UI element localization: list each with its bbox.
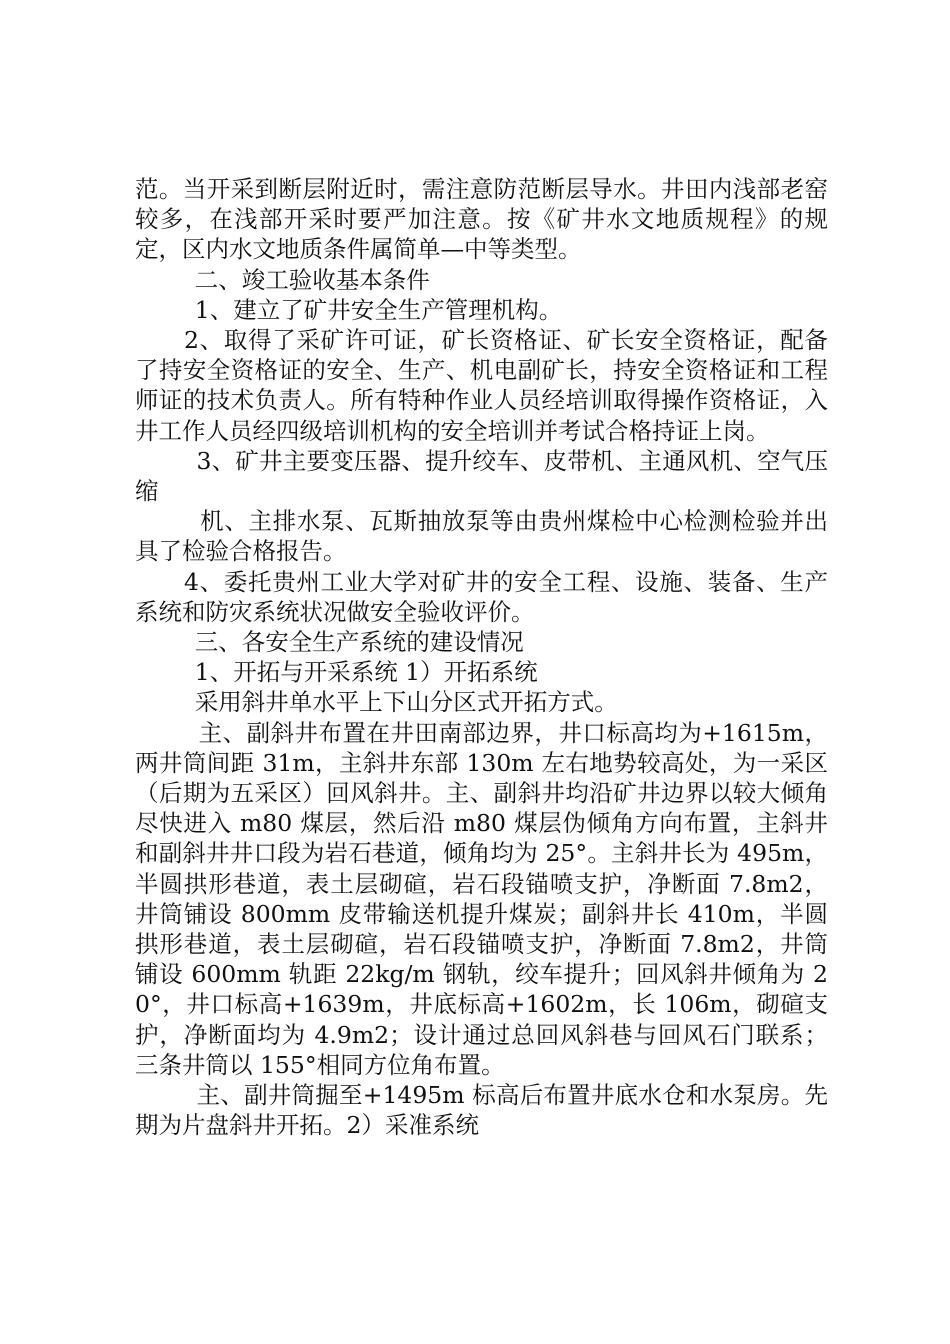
subheading-development-system: 1、开拓与开采系统 1）开拓系统 bbox=[135, 658, 538, 687]
paragraph-item-1: 1、建立了矿井安全生产管理机构。 bbox=[135, 295, 563, 324]
paragraph-hydrogeology: 范。当开采到断层附近时，需注意防范断层导水。井田内浅部老窑较多，在浅部开采时要严加注意。按《矿井水文地质规程》的规定，区内水文地质条件属简单—中等类型。 bbox=[135, 175, 828, 264]
document-body bbox=[135, 174, 828, 1141]
paragraph-item-3-continued: 机、主排水泵、瓦斯抽放泵等由贵州煤检中心检测检验并出具了检验合格报告。 bbox=[135, 507, 828, 566]
paragraph-shaft-layout: 主、副斜井布置在井田南部边界，井口标高均为+1615m，两井筒间距 31m，主斜井东部 130m 左右地势较高处，为一采区（后期为五采区）回风斜井。主、副斜井均沿矿井边界以较大倾角尽快进入 m80 煤层，然后沿 m80 煤层伪倾角方向布置，主斜井和副斜井井口段为岩石巷道，倾角均为 25°。主斜井长为 495m，半圆拱形巷道，表土层砌碹，岩石段锚喷支护，净断面 7.8m2，井筒铺设 800mm 皮带输送机提升煤炭；副斜井长 410m，半圆拱形巷道，表土层砌碹，岩石段锚喷支护，净断面 7.8m2，井筒铺设 600mm 轨距 22kg/m 钢轨，绞车提升；回风斜井倾角为 20°，井口标高+1639m，井底标高+1602m，长 106m，砌碹支护，净断面均为 4.9m2；设计通过总回风斜巷与回风石门联系；三条井筒以 155°相同方位角布置。 bbox=[135, 718, 829, 1079]
heading-safety-systems: 三、各安全生产系统的建设情况 bbox=[135, 628, 524, 657]
paragraph-item-4: 4、委托贵州工业大学对矿井的安全工程、设施、装备、生产系统和防灾系统状况做安全验收评价。 bbox=[135, 567, 829, 626]
paragraph-shaft-bottom: 主、副井筒掘至+1495m 标高后布置井底水仓和水泵房。先期为片盘斜井开拓。2）采准系统 bbox=[135, 1081, 828, 1140]
paragraph-item-3: 3、矿井主要变压器、提升绞车、皮带机、主通风机、空气压缩 bbox=[135, 446, 829, 506]
paragraph-development-method: 采用斜井单水平上下山分区式开拓方式。 bbox=[135, 688, 618, 717]
heading-acceptance-conditions: 二、竣工验收基本条件 bbox=[135, 265, 430, 294]
paragraph-item-2: 2、取得了采矿许可证，矿长资格证、矿长安全资格证，配备了持安全资格证的安全、生产、机电副矿长，持安全资格证和工程师证的技术负责人。所有特种作业人员经培训取得操作资格证，入井工作人员经四级培训机构的安全培训并考试合格持证上岗。 bbox=[135, 326, 829, 445]
